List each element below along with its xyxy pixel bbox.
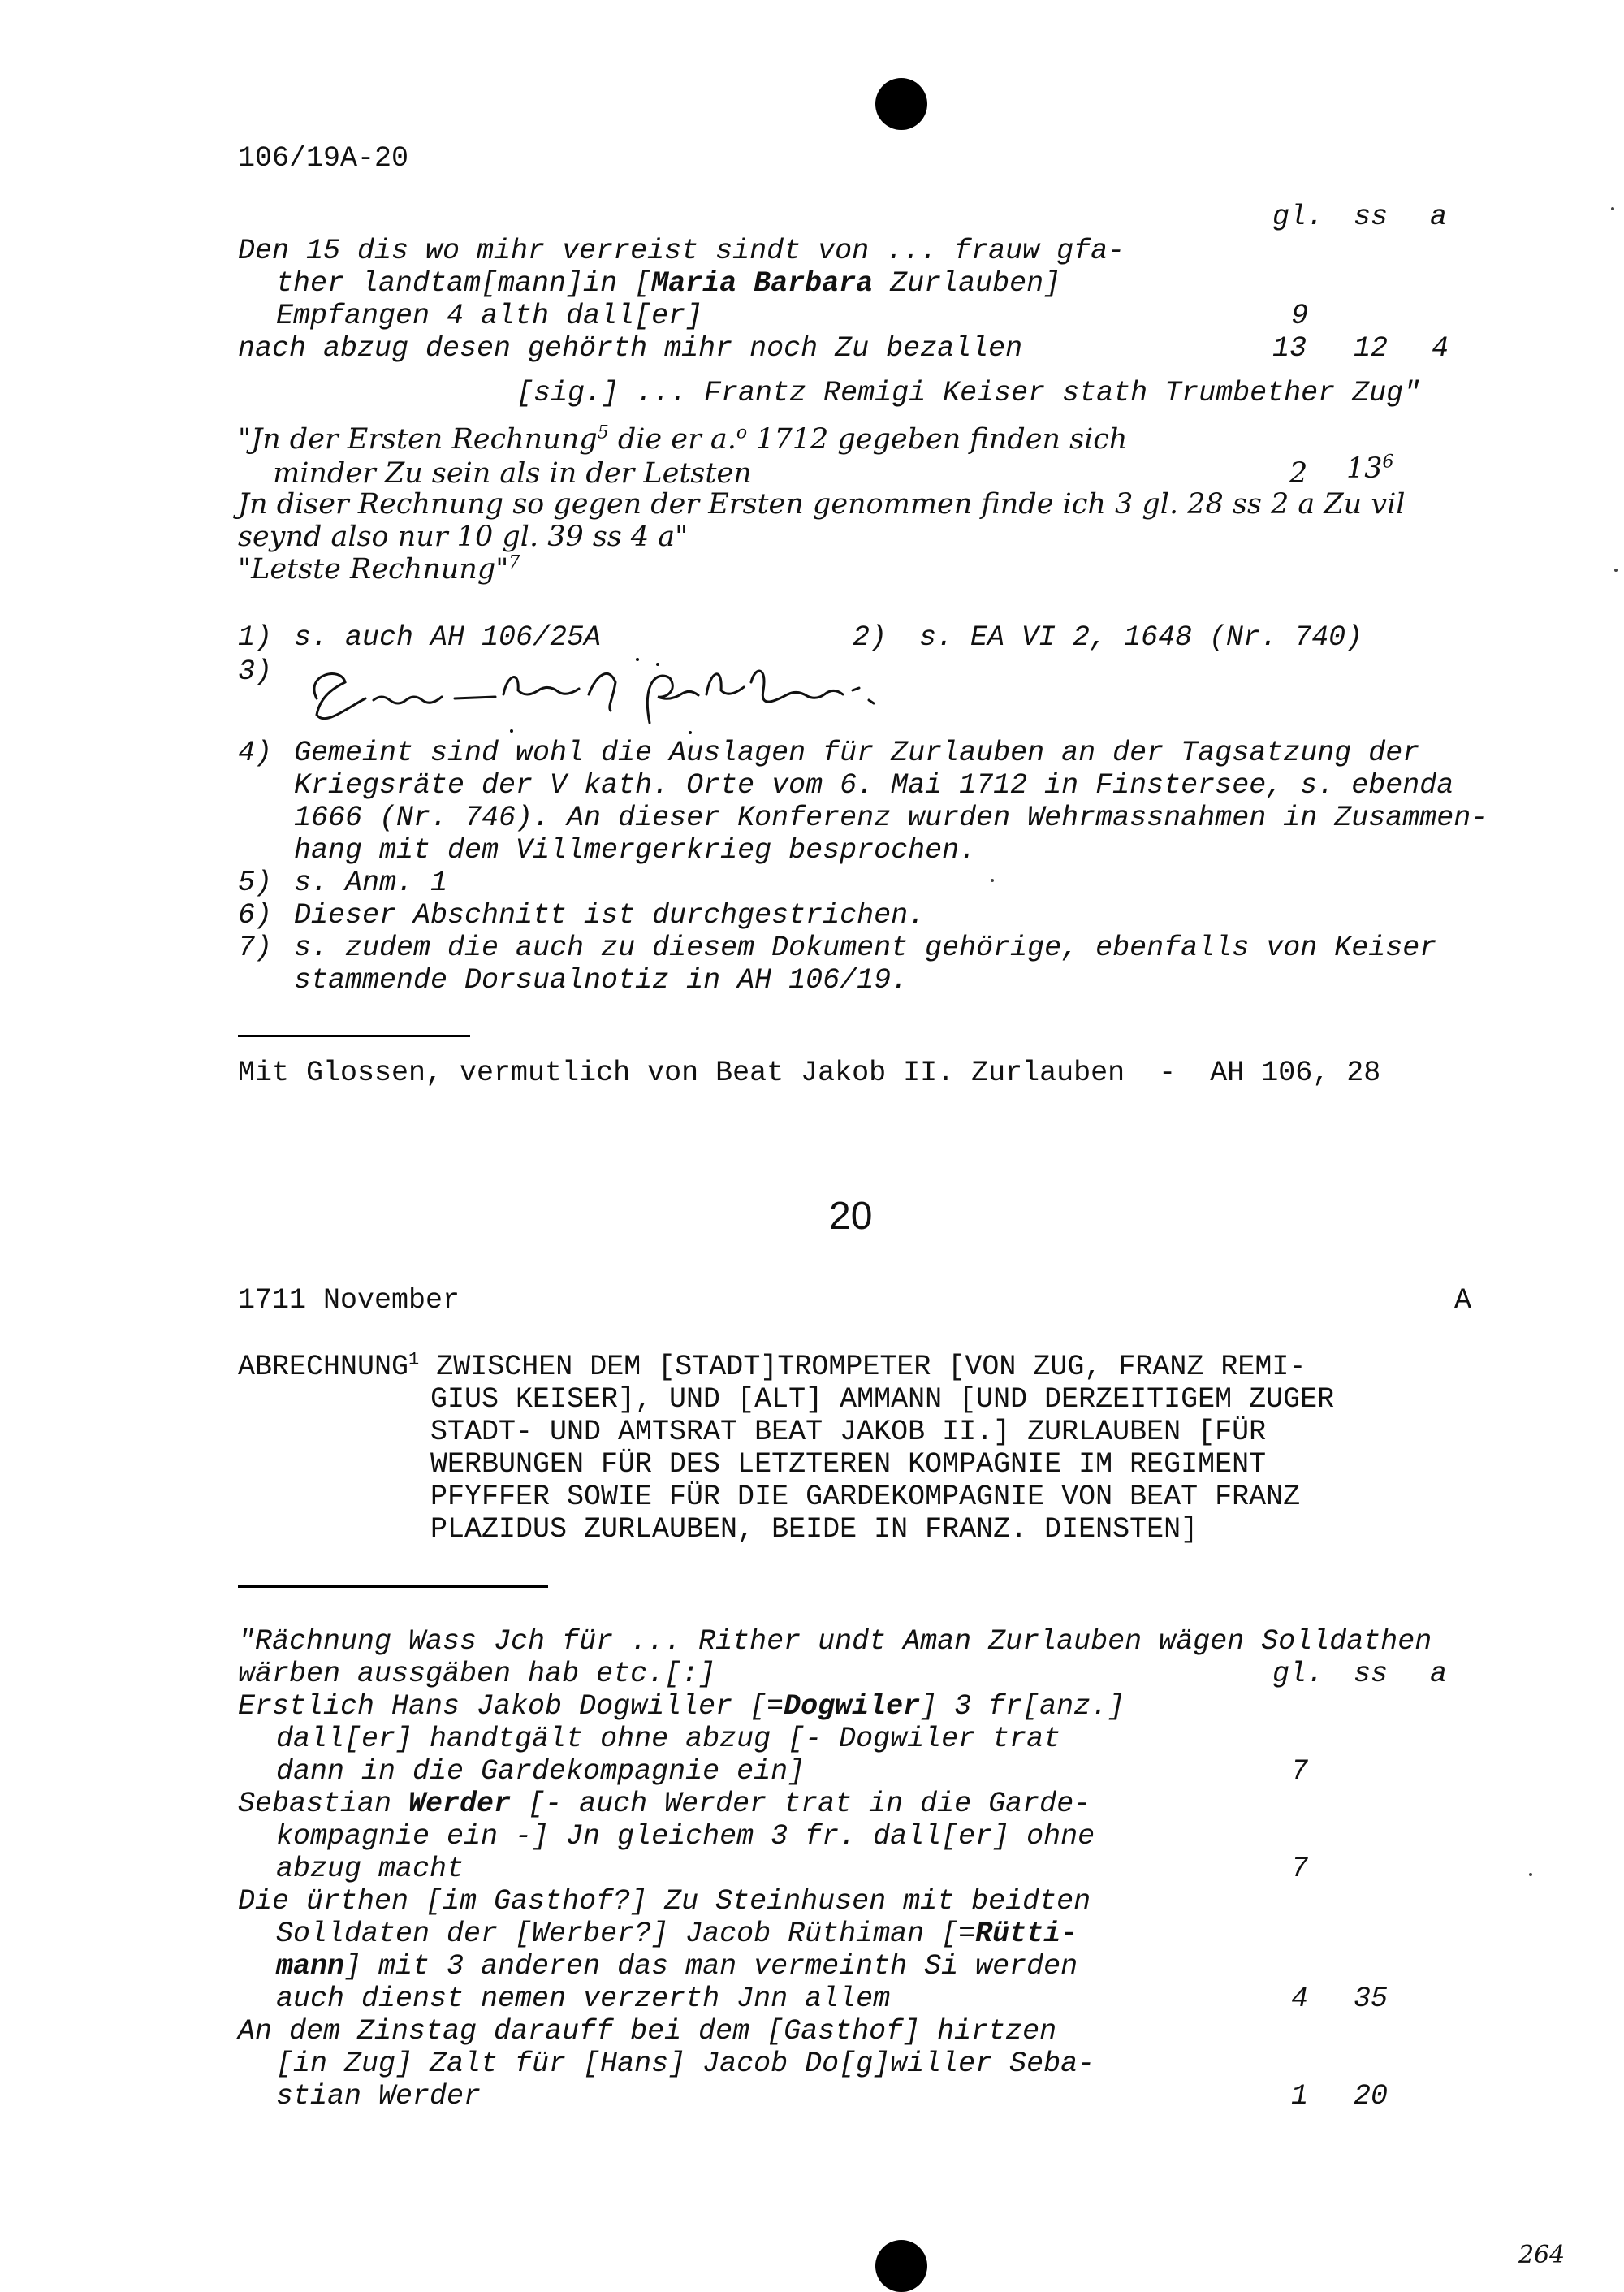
ledger-line: mann] mit 3 anderen das man vermeinth Si werden xyxy=(276,1950,1078,1983)
ledger-line: auch dienst nemen verzerth Jnn allem xyxy=(276,1983,891,2015)
ledger-line: dann in die Gardekompagnie ein] xyxy=(276,1755,806,1788)
column-header-gl: gl. xyxy=(1272,1658,1324,1690)
footnote-number: 1) xyxy=(238,621,273,654)
ledger-line: "Rächnung Wass Jch für ... Rither undt Aman Zurlauben wägen Solldathen xyxy=(238,1625,1432,1658)
scan-speck xyxy=(1611,207,1614,210)
document-title-line-5: PFYFFER SOWIE FÜR DIE GARDEKOMPAGNIE VON BEAT FRANZ xyxy=(430,1481,1301,1513)
document-title-line-1: ABRECHNUNG$^1$ ZWISCHEN DEM [STADT]TROMPETER [VON ZUG, FRANZ REMI- xyxy=(238,1349,1307,1383)
entry-line-3: Empfangen 4 alth dall[er] xyxy=(276,300,703,332)
document-title-line-6: PLAZIDUS ZURLAUBEN, BEIDE IN FRANZ. DIENSTEN] xyxy=(430,1513,1199,1546)
ledger-line: abzug macht xyxy=(276,1853,464,1885)
document-title-line-3: STADT- UND AMTSRAT BEAT JAKOB II.] ZURLAUBEN [FÜR xyxy=(430,1416,1267,1448)
amount-ss: 35 xyxy=(1354,1983,1389,2015)
entry-line-2: ther landtam[mann]in [Maria Barbara Zurlauben] xyxy=(276,267,1061,300)
document-letter: A xyxy=(1454,1284,1472,1317)
gloss-amount-ss: $13^6$ xyxy=(1346,452,1394,485)
gloss-line-3: Jn diser Rechnung so gegen der Ersten genommen finde ich 3 gl. 28 ss 2 a Zu vil xyxy=(238,488,1406,521)
ledger-line: Erstlich Hans Jakob Dogwiller [=Dogwiler] 3 fr[anz.] xyxy=(238,1690,1125,1723)
scan-speck xyxy=(991,879,994,882)
document-title-line-4: WERBUNGEN FÜR DES LETZTEREN KOMPAGNIE IM REGIMENT xyxy=(430,1448,1267,1481)
amount-gl: 7 xyxy=(1291,1853,1309,1885)
ledger-line: Sebastian Werder [- auch Werder trat in die Garde- xyxy=(238,1788,1091,1820)
source-line: Mit Glossen, vermutlich von Beat Jakob II. Zurlauben - AH 106, 28 xyxy=(238,1057,1381,1089)
ledger-line: [in Zug] Zalt für [Hans] Jacob Do[g]willer Seba- xyxy=(276,2048,1095,2080)
footnote-7-line-1: s. zudem die auch zu diesem Dokument gehörige, ebenfalls von Keiser xyxy=(294,932,1437,964)
amount-ss: 20 xyxy=(1354,2080,1389,2113)
footnote-number: 6) xyxy=(238,899,273,932)
gloss-line-4: seynd also nur 10 gl. 39 ss 4 a" xyxy=(238,521,689,553)
footnote-number: 3) xyxy=(238,655,273,688)
handwritten-scrawl-icon xyxy=(300,650,950,739)
gloss-amount-gl: 2 xyxy=(1289,457,1308,490)
footnote-1: s. auch AH 106/25A xyxy=(294,621,602,654)
footnote-4-line-1: Gemeint sind wohl die Auslagen für Zurlauben an der Tagsatzung der xyxy=(294,737,1420,769)
amount-gl: 1 xyxy=(1291,2080,1309,2113)
document-date: 1711 November xyxy=(238,1284,460,1317)
footnote-number: 7) xyxy=(238,932,273,964)
amount-gl: 13 xyxy=(1272,332,1307,365)
divider xyxy=(238,1035,470,1037)
ledger-line: wärben aussgäben hab etc.[:] xyxy=(238,1658,716,1690)
column-header-a: a xyxy=(1430,1658,1448,1690)
amount-ss: 12 xyxy=(1354,332,1389,365)
amount-gl: 4 xyxy=(1291,1983,1309,2015)
footnote-4-line-4: hang mit dem Villmergerkrieg besprochen. xyxy=(294,834,977,867)
column-header-ss: ss xyxy=(1354,1658,1389,1690)
amount-gl: 9 xyxy=(1291,300,1309,332)
column-header-ss: ss xyxy=(1354,201,1389,233)
ledger-line: An dem Zinstag darauff bei dem [Gasthof] hirtzen xyxy=(238,2015,1057,2048)
page-number-handwritten: 264 xyxy=(1518,2241,1566,2269)
document-title-line-2: GIUS KEISER], UND [ALT] AMMANN [UND DERZEITIGEM ZUGER xyxy=(430,1383,1335,1416)
ledger-line: Solldaten der [Werber?] Jacob Rüthiman [=Rütti- xyxy=(276,1918,1078,1950)
ledger-line: dall[er] handtgält ohne abzug [- Dogwiler trat xyxy=(276,1723,1061,1755)
punch-hole-bottom-icon xyxy=(875,2240,927,2292)
footnote-7-line-2: stammende Dorsualnotiz in AH 106/19. xyxy=(294,964,909,997)
amount-a: 4 xyxy=(1432,332,1449,365)
entry-line-1: Den 15 dis wo mihr verreist sindt von ... frauw gfa- xyxy=(238,235,1125,267)
footnote-2: s. EA VI 2, 1648 (Nr. 740) xyxy=(919,621,1363,654)
footnote-4-line-2: Kriegsräte der V kath. Orte vom 6. Mai 1712 in Finstersee, s. ebenda xyxy=(294,769,1454,802)
column-header-gl: gl. xyxy=(1272,201,1324,233)
footnote-5: s. Anm. 1 xyxy=(294,867,448,899)
amount-gl: 7 xyxy=(1291,1755,1309,1788)
column-header-a: a xyxy=(1430,201,1448,233)
footnote-4-line-3: 1666 (Nr. 746). An dieser Konferenz wurden Wehrmassnahmen in Zusammen- xyxy=(294,802,1488,834)
scan-speck xyxy=(1529,1873,1532,1876)
punch-hole-top-icon xyxy=(875,78,927,130)
divider xyxy=(238,1585,548,1588)
document-number: 20 xyxy=(829,1195,873,1238)
gloss-line-1: "Jn der Ersten Rechnung$^5$ die er a.$^o$ 1712 gegeben finden sich xyxy=(238,422,1128,456)
ledger-line: stian Werder xyxy=(276,2080,482,2113)
signature-line: [sig.] ... Frantz Remigi Keiser stath Trumbether Zug" xyxy=(516,377,1421,409)
ledger-line: Die ürthen [im Gasthof?] Zu Steinhusen mit beidten xyxy=(238,1885,1091,1918)
entry-line-4: nach abzug desen gehörth mihr noch Zu bezallen xyxy=(238,332,1023,365)
footnote-number: 5) xyxy=(238,867,273,899)
footnote-number: 2) xyxy=(853,621,888,654)
footnote-6: Dieser Abschnitt ist durchgestrichen. xyxy=(294,899,926,932)
scan-speck xyxy=(1614,569,1618,572)
gloss-line-5: "Letste Rechnung"$^7$ xyxy=(238,552,520,586)
gloss-line-2: minder Zu sein als in der Letsten xyxy=(273,457,752,490)
ledger-line: kompagnie ein -] Jn gleichem 3 fr. dall[er] ohne xyxy=(276,1820,1095,1853)
document-ref: 106/19A-20 xyxy=(238,142,409,175)
footnote-number: 4) xyxy=(238,737,273,769)
